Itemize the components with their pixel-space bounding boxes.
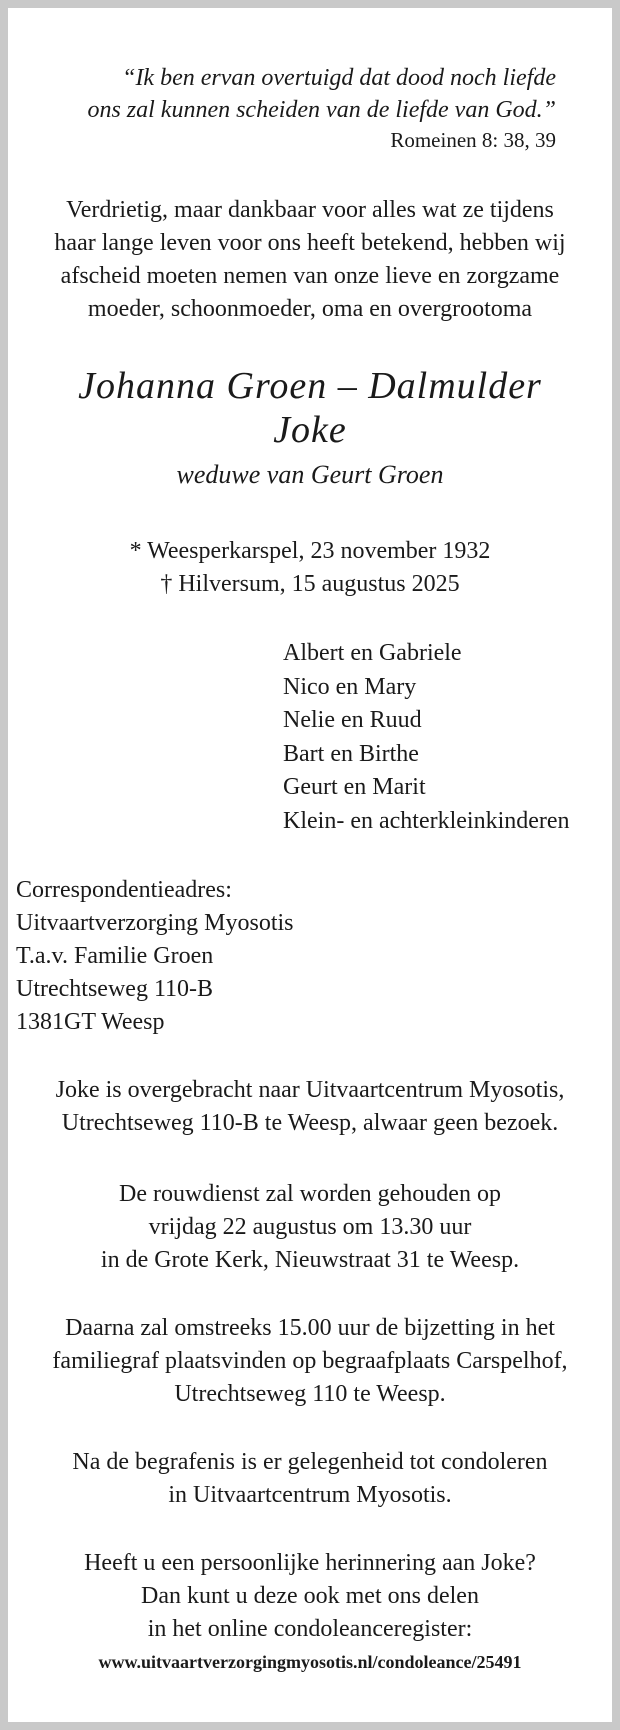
address-line: Uitvaartverzorging Myosotis	[16, 910, 294, 936]
paragraph-line: Joke is overgebracht naar Uitvaartcentrum Myosotis,	[55, 1077, 565, 1103]
intro-line: moeder, schoonmoeder, oma en overgrootoma	[87, 296, 533, 322]
paragraph-line: Daarna zal omstreeks 15.00 uur de bijzetting in het	[65, 1315, 555, 1341]
intro-line: Verdrietig, maar dankbaar voor alles wat ze tijdens	[66, 197, 554, 223]
deceased-nickname: Joke	[273, 409, 347, 451]
transfer-paragraph	[8, 1074, 612, 1140]
intro-line: haar lange leven voor ons heeft betekend, hebben wij	[54, 230, 566, 256]
quote-line-1: “Ik ben ervan overtuigd dat dood noch liefde	[122, 65, 556, 91]
paragraph-line: De rouwdienst zal worden gehouden op	[119, 1181, 501, 1207]
address-line: Correspondentieadres:	[16, 877, 232, 903]
bible-quote	[8, 62, 556, 154]
address-line: 1381GT Weesp	[16, 1009, 165, 1035]
family-member: Albert en Gabriele	[283, 640, 462, 666]
address-line: T.a.v. Familie Groen	[16, 943, 214, 969]
deceased-full-name: Johanna Groen – Dalmulder	[78, 365, 542, 407]
family-list	[283, 637, 570, 839]
paragraph-line: vrijdag 22 augustus om 13.30 uur	[148, 1214, 472, 1240]
paragraph-line: in de Grote Kerk, Nieuwstraat 31 te Weesp.	[100, 1247, 520, 1273]
condolence-register-url[interactable]: www.uitvaartverzorgingmyosotis.nl/condoleance/25491	[98, 1652, 522, 1672]
widow-of: weduwe van Geurt Groen	[176, 460, 444, 489]
intro-text	[8, 194, 612, 326]
quote-reference: Romeinen 8: 38, 39	[390, 128, 556, 152]
paragraph-line: in het online condoleanceregister:	[147, 1616, 473, 1642]
service-paragraph	[8, 1178, 612, 1277]
intro-line: afscheid moeten nemen van onze lieve en zorgzame	[60, 263, 560, 289]
life-dates	[8, 535, 612, 601]
paragraph-line: Dan kunt u deze ook met ons delen	[141, 1583, 479, 1609]
paragraph-line: familiegraf plaatsvinden op begraafplaats Carspelhof,	[52, 1348, 568, 1374]
address-line: Utrechtseweg 110-B	[16, 976, 214, 1002]
family-member: Nelie en Ruud	[283, 707, 422, 734]
condolence-paragraph	[8, 1446, 612, 1512]
obituary-card	[8, 8, 612, 1722]
paragraph-line: Utrechtseweg 110-B te Weesp, alwaar geen bezoek.	[61, 1110, 559, 1136]
family-member: Bart en Birthe	[283, 740, 419, 767]
burial-paragraph	[8, 1312, 612, 1411]
correspondence-address	[16, 874, 294, 1039]
death-date: † Hilversum, 15 augustus 2025	[160, 571, 460, 597]
paragraph-line: Heeft u een persoonlijke herinnering aan Joke?	[84, 1550, 536, 1576]
family-member: Klein- en achterkleinkinderen	[283, 807, 570, 834]
paragraph-line: Na de begrafenis is er gelegenheid tot condoleren	[72, 1449, 548, 1475]
quote-line-2: ons zal kunnen scheiden van de liefde van God.”	[87, 97, 556, 123]
family-member: Geurt en Marit	[283, 774, 426, 801]
birth-date: * Weesperkarspel, 23 november 1932	[129, 538, 491, 564]
deceased-name-block	[8, 364, 612, 452]
paragraph-line: Utrechtseweg 110 te Weesp.	[174, 1381, 446, 1407]
memories-paragraph	[8, 1547, 612, 1679]
paragraph-line: in Uitvaartcentrum Myosotis.	[168, 1482, 452, 1508]
family-member: Nico en Mary	[283, 673, 417, 700]
